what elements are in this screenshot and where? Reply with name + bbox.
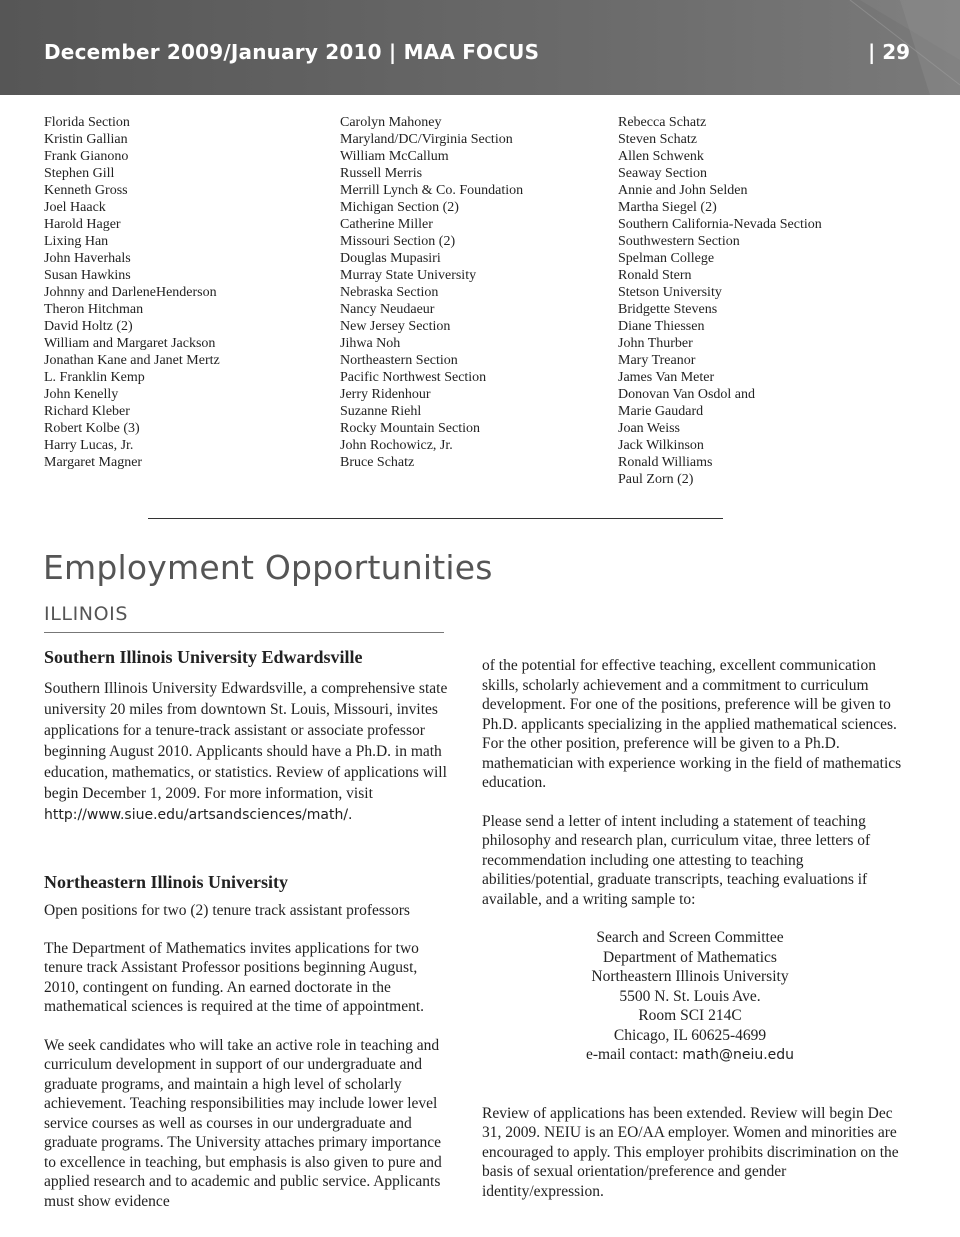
donor-name: Maryland/DC/Virginia Section [340,132,513,147]
donor-name: David Holtz (2) [44,319,133,334]
address-line: Chicago, IL 60625-4699 [613,1026,767,1044]
donor-name: L. Franklin Kemp [44,370,145,385]
donor-name: Harry Lucas, Jr. [44,438,134,453]
donor-name: Stephen Gill [44,166,115,181]
donor-name: Nebraska Section [340,285,439,300]
donor-name: Steven Schatz [618,132,697,147]
donor-name: Rebecca Schatz [618,115,707,130]
right-column [482,656,902,1201]
donor-name: Marie Gaudard [618,404,704,419]
donor-name: Bruce Schatz [340,455,415,470]
donor-name: Suzanne Riehl [340,404,422,419]
donor-name: Douglas Mupasiri [340,251,441,266]
donor-name: Joel Haack [44,200,106,215]
donor-name: Frank Gianono [44,149,129,164]
donor-name: Ronald Stern [618,268,692,283]
donor-name: Mary Treanor [618,353,696,368]
siue-body [44,678,449,826]
state-heading: ILLINOIS [44,603,129,625]
donor-name: Diane Thiessen [618,319,705,334]
donor-name: Jonathan Kane and Janet Mertz [44,353,220,368]
donor-name: Robert Kolbe (3) [44,421,140,436]
donor-name: Johnny and DarleneHenderson [44,285,217,300]
donor-name: Annie and John Selden [618,183,748,198]
left-column [44,645,449,1211]
donor-name: Jack Wilkinson [618,438,704,453]
donor-name: Jihwa Noh [340,336,401,351]
donor-name: Southwestern Section [618,234,740,249]
donor-name: Susan Hawkins [44,268,131,283]
address-line: Department of Mathematics [603,948,777,966]
donor-name: Northeastern Section [340,353,458,368]
donor-name: Bridgette Stevens [618,302,718,317]
donor-name: Jerry Ridenhour [340,387,431,402]
donor-name: James Van Meter [618,370,715,385]
donor-name: Theron Hitchman [44,302,144,317]
neiu-paragraph-2: We seek candidates who will take an active role in teaching and curriculum development in support of our undergraduate and graduate programs, and maintain a high level of scholarly achievement. Teaching responsibilities may include lower level service courses as well as courses in our undergraduate and graduate programs. The University attaches primary importance to excellence in teaching, but emphasis is also given to pure and applied research and to academic and public service. Applicants must show evidence [44,1036,442,1210]
section-divider [148,518,723,519]
neiu-paragraph-4: Please send a letter of intent including a statement of teaching philosophy and research plan, curriculum vitae, three letters of recommendation including one attesting to teaching abilities/potential, graduate transcripts, teaching evaluations if available, and a writing sample to: [482,812,871,908]
donor-name: Southern California-Nevada Section [618,217,822,232]
donor-name: Harold Hager [44,217,121,232]
donor-name: Donovan Van Osdol and [618,387,756,402]
donor-name: Missouri Section (2) [340,234,456,249]
donor-list-column-3 [618,114,822,488]
donor-name: Pacific Northwest Section [340,370,487,385]
donor-name: Richard Kleber [44,404,130,419]
donor-name: Kristin Gallian [44,132,128,147]
address-line: Northeastern Illinois University [591,968,789,985]
siue-body-text: Southern Illinois University Edwardsville, a comprehensive state university 20 miles from downtown St. Louis, Missouri, invites applications for a tenure-track assistant or associate professor beginning August 2010. Applicants should have a Ph.D. in math education, mathematics, or statistics. Review of applications will begin December 1, 2009. For more information, visit [44,680,448,802]
donor-name: Rocky Mountain Section [340,421,480,436]
neiu-paragraph-1: The Department of Mathematics invites applications for two tenure track Assistant Professor positions beginning August, 2010, contingent on funding. An earned doctorate in the mathematical sciences is required at the time of appointment. [44,939,425,1015]
donor-name: John Kenelly [44,387,119,402]
siue-heading: Southern Illinois University Edwardsville [44,647,363,667]
issue-title: December 2009/January 2010 | MAA FOCUS [44,40,540,64]
neiu-intro: Open positions for two (2) tenure track assistant professors [44,902,410,919]
donor-name: William McCallum [340,149,449,164]
donor-list-column-1 [44,114,220,471]
donor-name: New Jersey Section [340,319,451,334]
donor-list-column-2 [340,114,523,471]
donor-name: Michigan Section (2) [340,200,459,215]
neiu-heading: Northeastern Illinois University [44,872,288,892]
donor-name: Catherine Miller [340,217,433,232]
donor-name: Lixing Han [44,234,109,249]
address-line: Room SCI 214C [638,1007,742,1024]
donor-name: Stetson University [618,285,722,300]
donor-name: Murray State University [340,268,477,283]
address-line: 5500 N. St. Louis Ave. [619,987,761,1005]
donor-name: Ronald Williams [618,455,713,470]
page-number: | 29 [868,40,911,64]
donor-name: Spelman College [618,251,715,266]
donor-name: Merrill Lynch & Co. Foundation [340,183,524,198]
donor-name: William and Margaret Jackson [44,336,216,351]
donor-name: John Thurber [618,336,693,351]
donor-name: Allen Schwenk [618,149,704,164]
donor-name: Carolyn Mahoney [340,115,442,130]
siue-url-link[interactable]: http://www.siue.edu/artsandsciences/math/. [44,807,353,823]
email-line [482,1045,898,1066]
donor-name: Martha Siegel (2) [618,200,717,215]
donor-name: Seaway Section [618,166,708,181]
donor-name: Paul Zorn (2) [618,472,694,487]
state-rule [44,632,444,633]
donor-name: John Rochowicz, Jr. [340,438,453,453]
page-header [0,0,960,95]
neiu-paragraph-3: of the potential for effective teaching, excellent communication skills, scholarly achievement and a commitment to curriculum development. For one of the positions, preference will be given to Ph.D. applicants specializing in the applied mathematical sciences. For the other position, preference will be given to a Ph.D. mathematician with experience working in the field of mathematics education. [482,657,902,791]
donor-name: Joan Weiss [618,421,681,436]
donor-name: Margaret Magner [44,455,143,470]
email-label: e-mail contact: [585,1046,683,1063]
donor-name: Russell Merris [340,166,423,181]
email-link[interactable]: math@neiu.edu [682,1047,795,1063]
donor-name: Kenneth Gross [44,183,128,198]
neiu-paragraph-5: Review of applications has been extended. Review will begin Dec 31, 2009. NEIU is an EO/AA employer. Women and minorities are encouraged to apply. This employer prohibits discrimination on the basis of sexual orientation/preference and gender identity/expression. [482,1104,899,1200]
donor-name: Florida Section [44,115,130,130]
donor-name: Nancy Neudaeur [340,302,435,317]
address-line: Search and Screen Committee [596,929,784,946]
mailing-address [482,928,898,1066]
donor-name: John Haverhals [44,251,131,266]
section-title: Employment Opportunities [43,548,493,587]
